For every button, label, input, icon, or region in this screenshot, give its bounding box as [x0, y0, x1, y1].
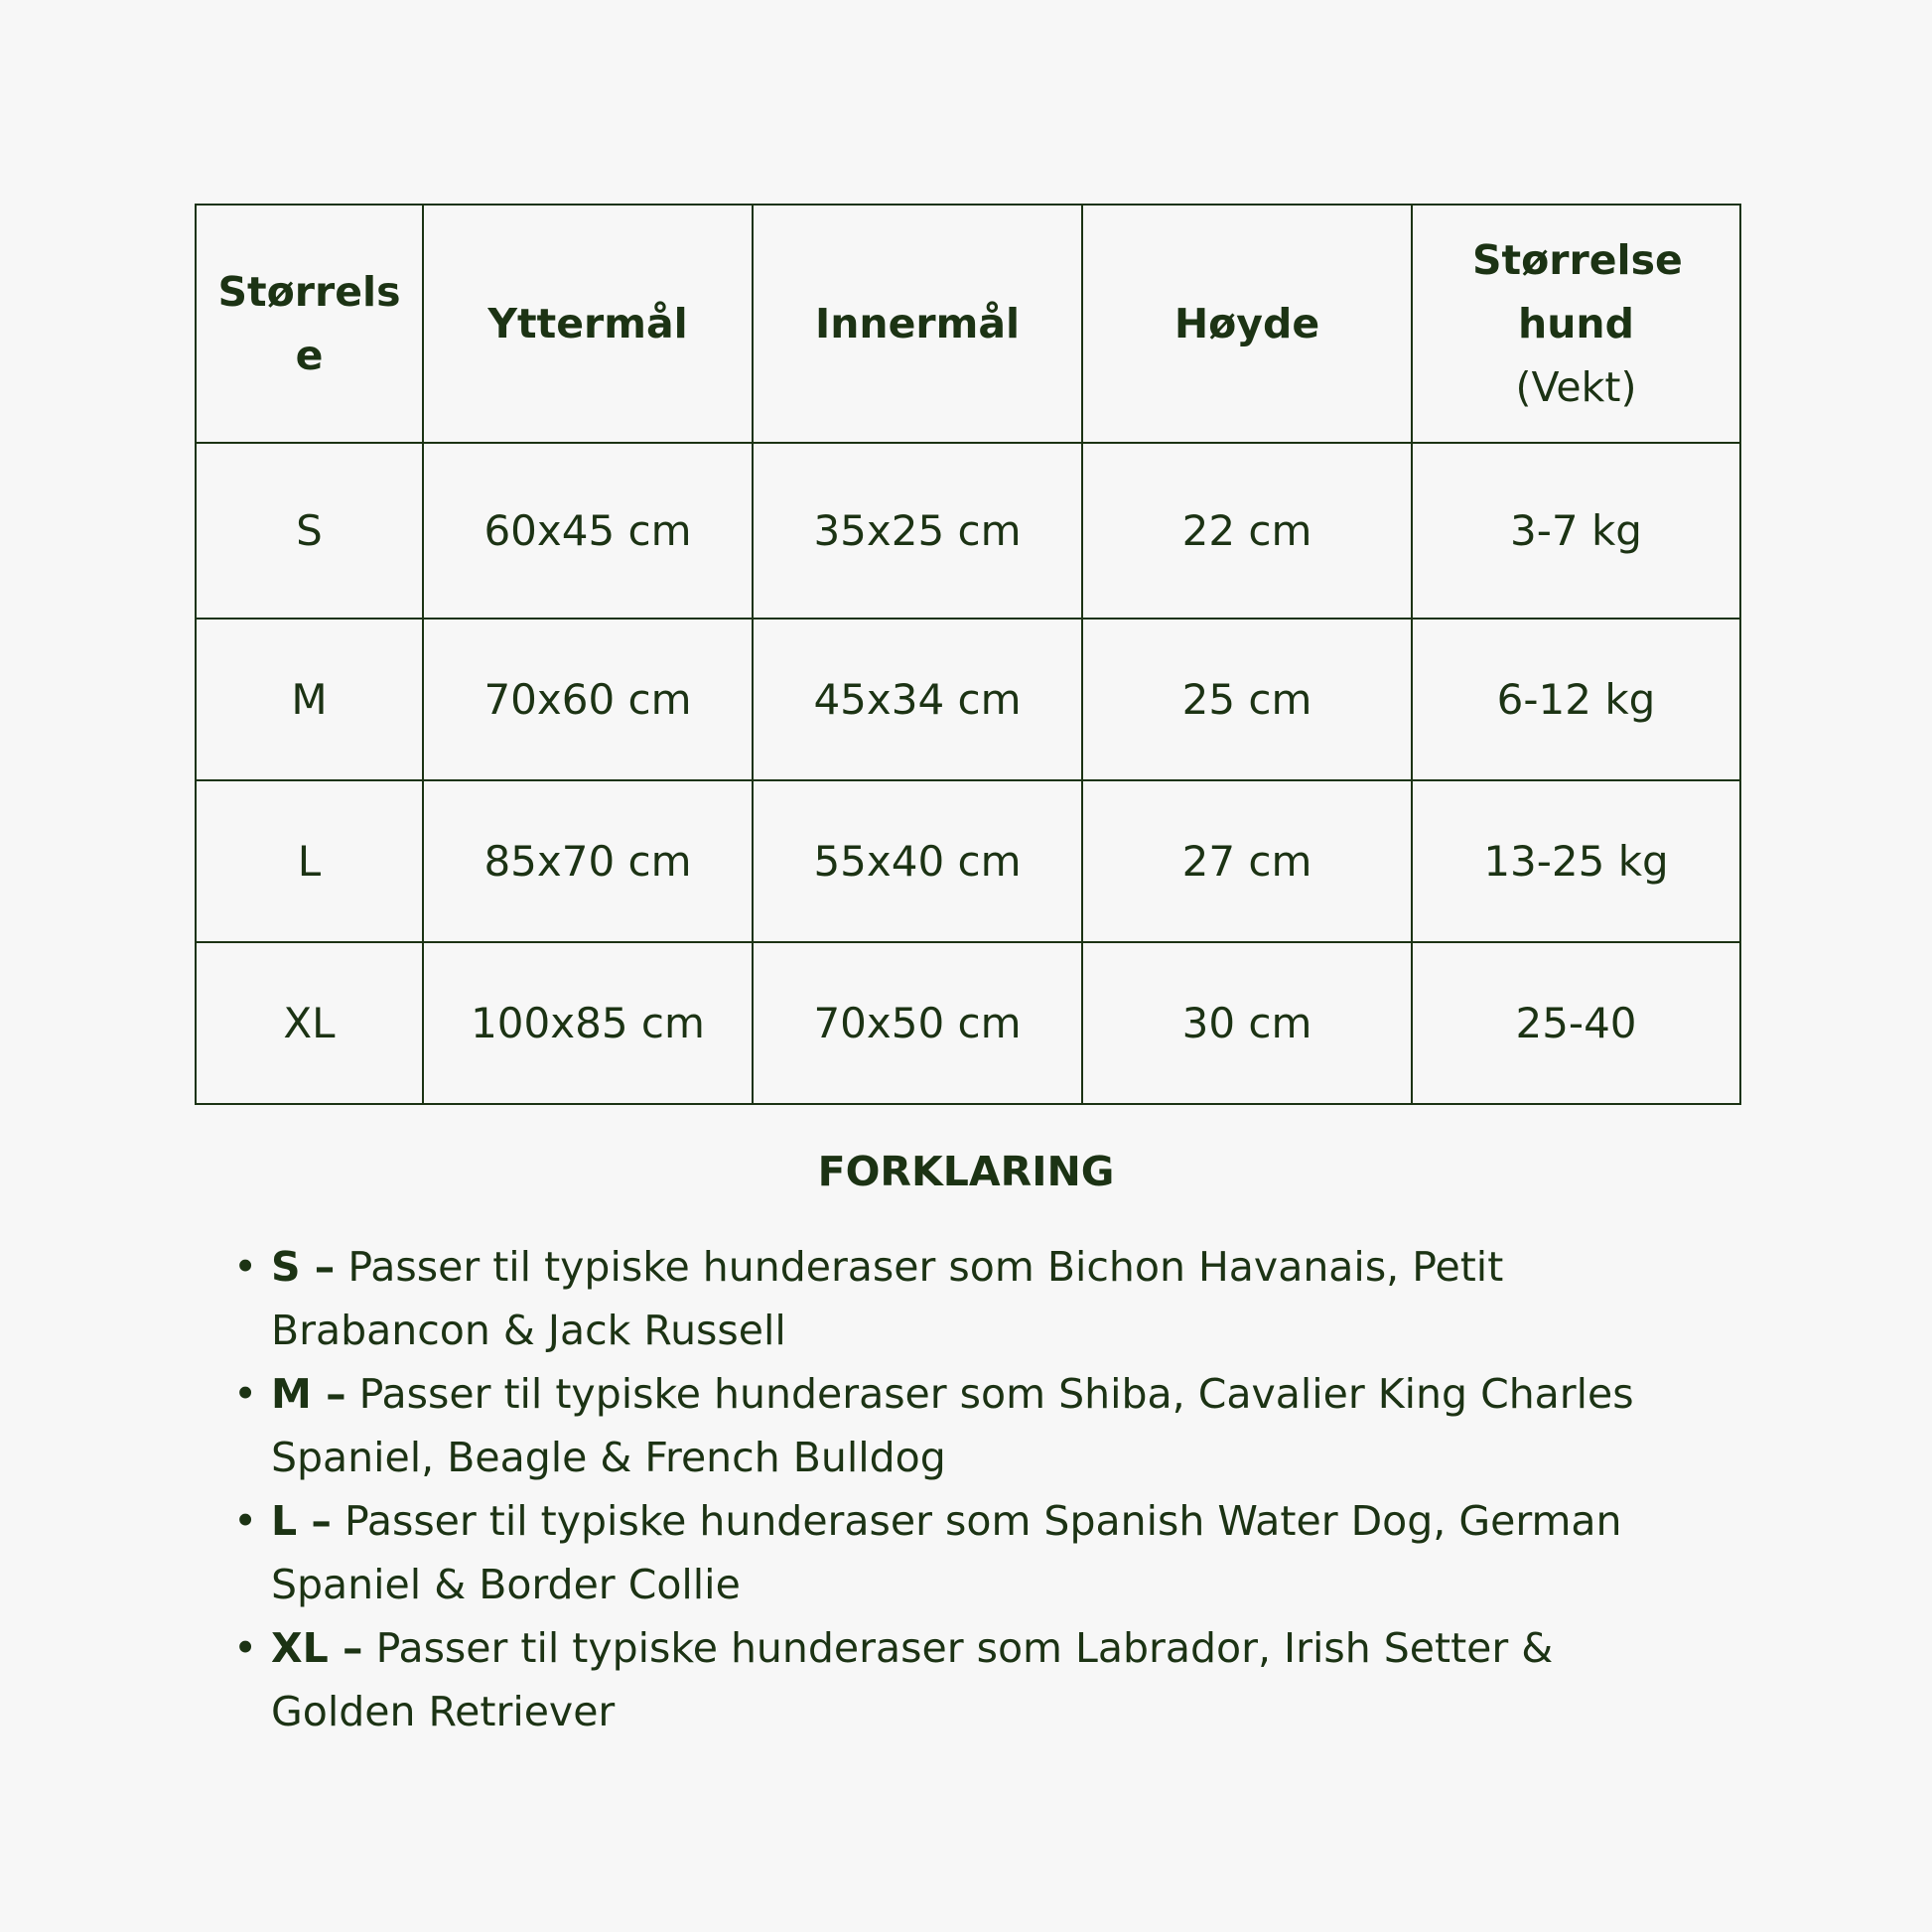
cell-outer: 60x45 cm	[423, 443, 753, 619]
legend-size: S –	[271, 1243, 336, 1291]
header-height: Høyde	[1082, 205, 1412, 443]
bullet-icon: •	[233, 1370, 258, 1418]
header-inner-dimensions: Innermål	[753, 205, 1082, 443]
cell-inner: 55x40 cm	[753, 780, 1082, 942]
legend-title: FORKLARING	[817, 1148, 1115, 1195]
list-item	[233, 1235, 1701, 1362]
legend-size: XL –	[271, 1624, 363, 1672]
legend-size: L –	[271, 1497, 332, 1545]
bullet-icon: •	[233, 1243, 258, 1291]
legend-size: M –	[271, 1370, 346, 1418]
bullet-icon: •	[233, 1624, 258, 1672]
cell-height: 22 cm	[1082, 443, 1412, 619]
table-row	[196, 443, 1740, 619]
header-dog-size: Størrelse hund (Vekt)	[1412, 205, 1740, 443]
table-row	[196, 780, 1740, 942]
cell-height: 25 cm	[1082, 619, 1412, 780]
cell-height: 30 cm	[1082, 942, 1412, 1104]
cell-size: L	[196, 780, 423, 942]
list-item	[233, 1489, 1701, 1616]
cell-size: XL	[196, 942, 423, 1104]
cell-inner: 35x25 cm	[753, 443, 1082, 619]
cell-outer: 70x60 cm	[423, 619, 753, 780]
header-size: Størrelse	[196, 205, 423, 443]
cell-inner: 70x50 cm	[753, 942, 1082, 1104]
cell-weight: 13-25 kg	[1412, 780, 1740, 942]
header-outer-dimensions: Yttermål	[423, 205, 753, 443]
cell-size: S	[196, 443, 423, 619]
legend-text: Passer til typiske hunderaser som Spanish Water Dog, German Spaniel & Border Collie	[271, 1497, 1622, 1608]
cell-weight: 25-40	[1412, 942, 1740, 1104]
list-item	[233, 1362, 1701, 1489]
cell-weight: 6-12 kg	[1412, 619, 1740, 780]
table-row	[196, 619, 1740, 780]
table-row	[196, 942, 1740, 1104]
cell-outer: 85x70 cm	[423, 780, 753, 942]
legend-text: Passer til typiske hunderaser som Shiba, Cavalier King Charles Spaniel, Beagle & French Bulldog	[271, 1370, 1634, 1481]
list-item	[233, 1616, 1701, 1743]
cell-size: M	[196, 619, 423, 780]
cell-outer: 100x85 cm	[423, 942, 753, 1104]
bullet-icon: •	[233, 1497, 258, 1545]
cell-height: 27 cm	[1082, 780, 1412, 942]
size-table	[195, 204, 1741, 1105]
cell-inner: 45x34 cm	[753, 619, 1082, 780]
legend-list	[233, 1235, 1701, 1743]
cell-weight: 3-7 kg	[1412, 443, 1740, 619]
legend-text: Passer til typiske hunderaser som Labrador, Irish Setter & Golden Retriever	[271, 1624, 1554, 1735]
header-dog-size-weight: (Vekt)	[1515, 363, 1637, 411]
table-header-row	[196, 205, 1740, 443]
legend-text: Passer til typiske hunderaser som Bichon Havanais, Petit Brabancon & Jack Russell	[271, 1243, 1504, 1354]
